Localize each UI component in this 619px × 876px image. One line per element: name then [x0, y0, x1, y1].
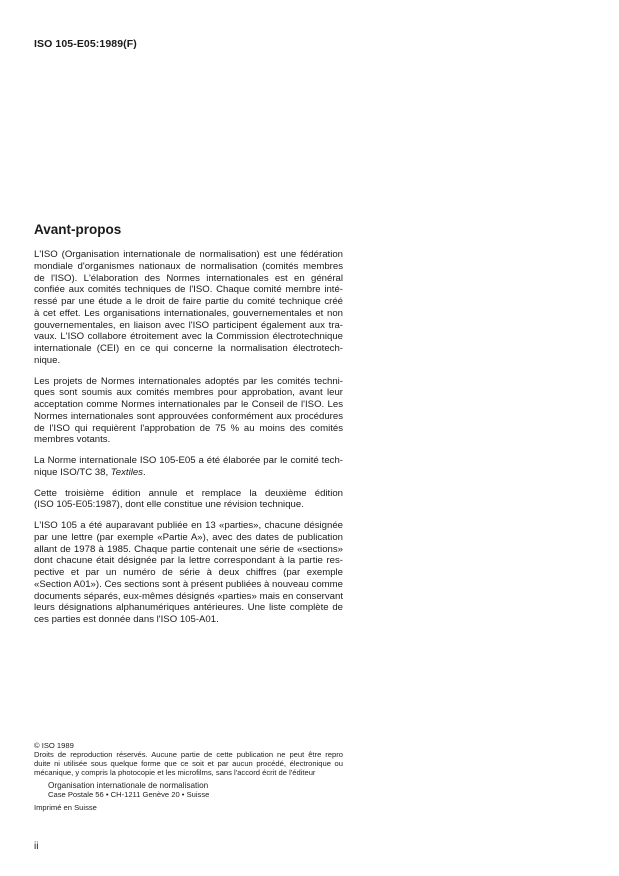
paragraph-iso-intro	[34, 249, 343, 367]
text-line: par une lettre (par exemple «Partie A»), avec des dates de publication	[34, 531, 343, 543]
text-line: Normes internationales sont approuvées conformément aux procédures	[34, 410, 343, 422]
committee-title: Textiles	[110, 466, 143, 478]
text-line: nique.	[34, 354, 61, 366]
publisher-address: Case Postale 56 • CH-1211 Genève 20 • Suisse	[48, 790, 210, 799]
rights-line: mécanique, y compris la photocopie et les microfilms, sans l'accord écrit de l'éditeur	[34, 768, 316, 777]
paragraph-approval	[34, 376, 343, 447]
text-line: internationale (CEI) en ce qui concerne la normalisation électrotech-	[34, 343, 343, 354]
text-line: Les projets de Normes internationales adoptés par les comités techni-	[34, 375, 343, 387]
text-line: «Section A01»). Ces sections sont à présent publiées à nouveau comme	[34, 578, 343, 590]
text-line: vaux. L'ISO collabore étroitement avec la Commission électrotechnique	[34, 331, 343, 343]
text-fragment: nique ISO/TC 38,	[34, 466, 111, 478]
text-line: pective et par un numéro de série à deux chiffres (par exemple	[34, 567, 343, 578]
text-fragment: .	[142, 466, 146, 478]
text-line	[34, 467, 343, 479]
rights-line: Droits de reproduction réservés. Aucune partie de cette publication ne peut être repro	[34, 750, 343, 759]
publisher-name: Organisation internationale de normalisation	[48, 781, 209, 790]
section-title: Avant-propos	[34, 222, 122, 237]
text-line: acceptation comme Normes internationales par le Conseil de l'ISO. Les	[34, 399, 343, 410]
text-line: documents séparés, eux-mêmes désignés «parties» mais en conservant	[34, 590, 343, 602]
text-line: La Norme internationale ISO 105-E05 a été élaborée par le comité tech-	[34, 455, 343, 466]
page-number: ii	[34, 841, 39, 852]
text-line: de l'ISO qui requièrent l'approbation de 75 % au moins des comités	[34, 422, 343, 434]
rights-line: duite ni utilisée sous quelque forme que ce soit et par aucun procédé, électronique ou	[34, 759, 343, 768]
text-line: ressé par une étude a le droit de faire partie du comité technique créé	[34, 296, 343, 307]
copyright-notice: © ISO 1989	[34, 741, 74, 750]
text-line: dont chacune était désignée par la lettre correspondant à la partie res-	[34, 555, 343, 567]
text-line: gouvernementales, en liaison avec l'ISO participent également aux tra-	[34, 319, 343, 331]
text-line: (ISO 105-E05:1987), dont elle constitue une révision technique.	[34, 499, 304, 511]
foreword-body	[34, 249, 343, 635]
paragraph-prepared-by	[34, 455, 343, 479]
document-reference: ISO 105-E05:1989(F)	[34, 38, 137, 50]
text-line: ces parties est donnée dans l'ISO 105-A01.	[34, 614, 219, 625]
text-line: confiée aux comités techniques de l'ISO. Chaque comité membre inté-	[34, 284, 343, 296]
text-line: L'ISO (Organisation internationale de normalisation) est une fédération	[34, 249, 343, 260]
text-line: ques sont soumis aux comités membres pour approbation, avant leur	[34, 387, 343, 399]
text-line: Cette troisième édition annule et remplace la deuxième édition	[34, 487, 343, 499]
copyright-footer	[34, 741, 343, 812]
paragraph-history	[34, 520, 343, 626]
paragraph-edition	[34, 488, 343, 512]
text-line: allant de 1978 à 1985. Chaque partie contenait une série de «sections»	[34, 543, 343, 555]
text-line: à cet effet. Les organisations internationales, gouvernementales et non	[34, 307, 343, 319]
printed-in: Imprimé en Suisse	[34, 803, 97, 812]
text-line: mondiale d'organismes nationaux de normalisation (comités membres	[34, 260, 343, 272]
text-line: leurs désignations alphanumériques antérieures. Une liste complète de	[34, 602, 343, 614]
text-line: de l'ISO). L'élaboration des Normes internationales est en général	[34, 272, 343, 284]
text-line: membres votants.	[34, 434, 111, 446]
text-line: L'ISO 105 a été auparavant publiée en 13 «parties», chacune désignée	[34, 520, 343, 531]
